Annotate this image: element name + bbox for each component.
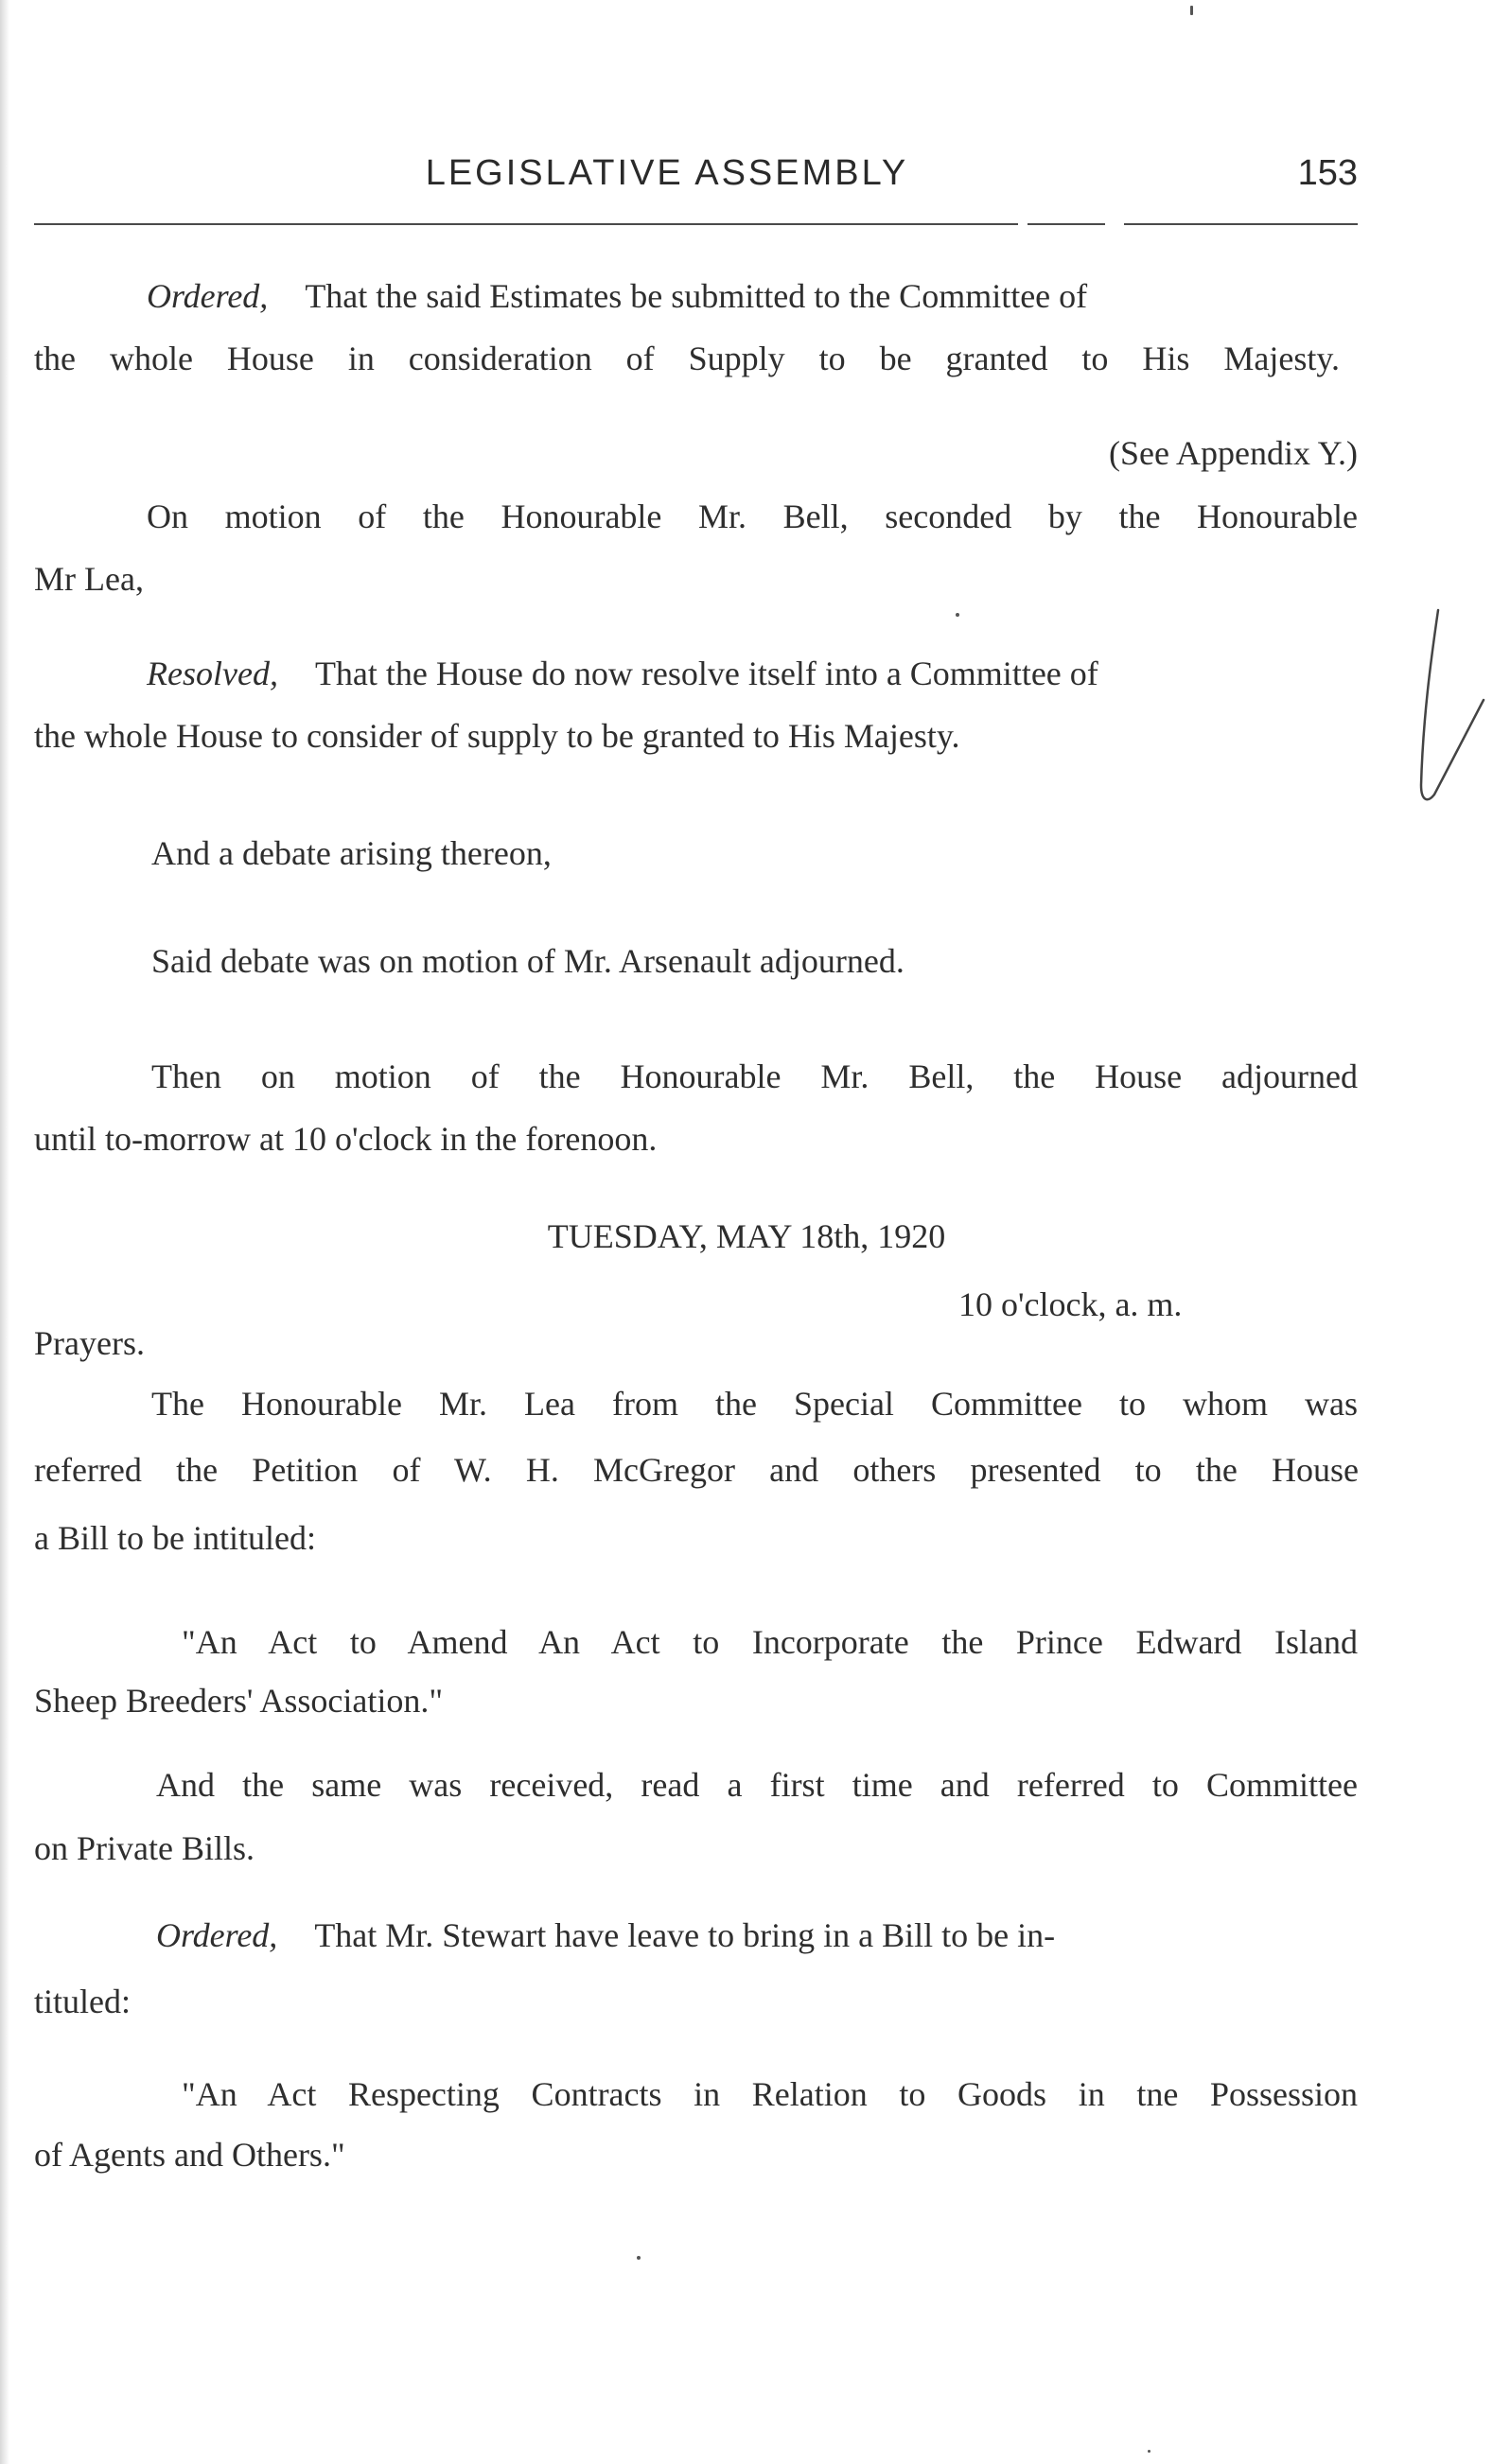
paragraph-received-first-time-line1: And the same was received, read a first time and referred to Committee [156,1766,1358,1804]
paragraph-special-committee-line3: a Bill to be intituled: [34,1519,316,1557]
scan-speck [1148,2450,1150,2453]
see-appendix-note: (See Appendix Y.) [1109,434,1358,472]
paragraph-ordered-stewart-line1 [156,1914,1358,1956]
paragraph-resolved-line2: the whole House to consider of supply to be granted to His Majesty. [34,717,960,755]
prayers-line: Prayers. [34,1324,145,1362]
paragraph-house-adjourned-line1: Then on motion of the Honourable Mr. Bell, the House adjourned [151,1057,1358,1095]
paragraph-debate-arising: And a debate arising thereon, [151,834,552,872]
paragraph-debate-adjourned: Said debate was on motion of Mr. Arsenault adjourned. [151,942,905,980]
header-rule-segment [1028,223,1105,225]
paragraph-motion-line2: Mr Lea, [34,560,144,598]
paragraph-special-committee-line2: referred the Petition of W. H. McGregor and others presented to the House [34,1451,1359,1489]
date-heading: TUESDAY, MAY 18th, 1920 [547,1217,946,1255]
resolved-label: Resolved, [147,655,278,692]
bill-title-contracts-line2: of Agents and Others." [34,2136,345,2174]
paragraph-ordered-estimates-line1 [147,275,1358,317]
paragraph-special-committee-line1: The Honourable Mr. Lea from the Special Committee to whom was [151,1385,1358,1423]
handwritten-check-mark [1410,605,1485,813]
page-number: 153 [1297,153,1358,193]
paragraph-received-first-time-line2: on Private Bills. [34,1829,255,1867]
bill-title-sheep-breeders-line1: "An Act to Amend An Act to Incorporate the Prince Edward Island [182,1623,1358,1661]
resolved-text: That the House do now resolve itself into a Committee of [314,655,1098,692]
scan-speck [637,2256,641,2260]
time-of-sitting: 10 o'clock, a. m. [958,1285,1183,1323]
paragraph-ordered-stewart-line2: tituled: [34,1983,131,2020]
header-rule [34,223,1018,225]
scan-speck [956,613,959,617]
paragraph-resolved-line1 [147,653,1358,694]
ordered-stewart-text: That Mr. Stewart have leave to bring in a Bill to be in- [314,1916,1056,1954]
scan-speck [1190,6,1193,15]
paragraph-ordered-estimates-line2: the whole House in consideration of Supply to be granted to His Majesty. [34,340,1340,377]
ordered-label: Ordered, [147,277,269,315]
running-header-title: LEGISLATIVE ASSEMBLY [425,153,909,193]
bill-title-contracts-line1: "An Act Respecting Contracts in Relation to Goods in tne Possession [182,2075,1358,2113]
paragraph-house-adjourned-line2: until to-morrow at 10 o'clock in the forenoon. [34,1120,658,1158]
bill-title-sheep-breeders-line2: Sheep Breeders' Association." [34,1682,444,1720]
header-rule-segment [1124,223,1358,225]
paragraph-motion-line1: On motion of the Honourable Mr. Bell, seconded by the Honourable [147,498,1358,535]
ordered-text: That the said Estimates be submitted to the Committee of [305,277,1088,315]
ordered-label: Ordered, [156,1916,278,1954]
